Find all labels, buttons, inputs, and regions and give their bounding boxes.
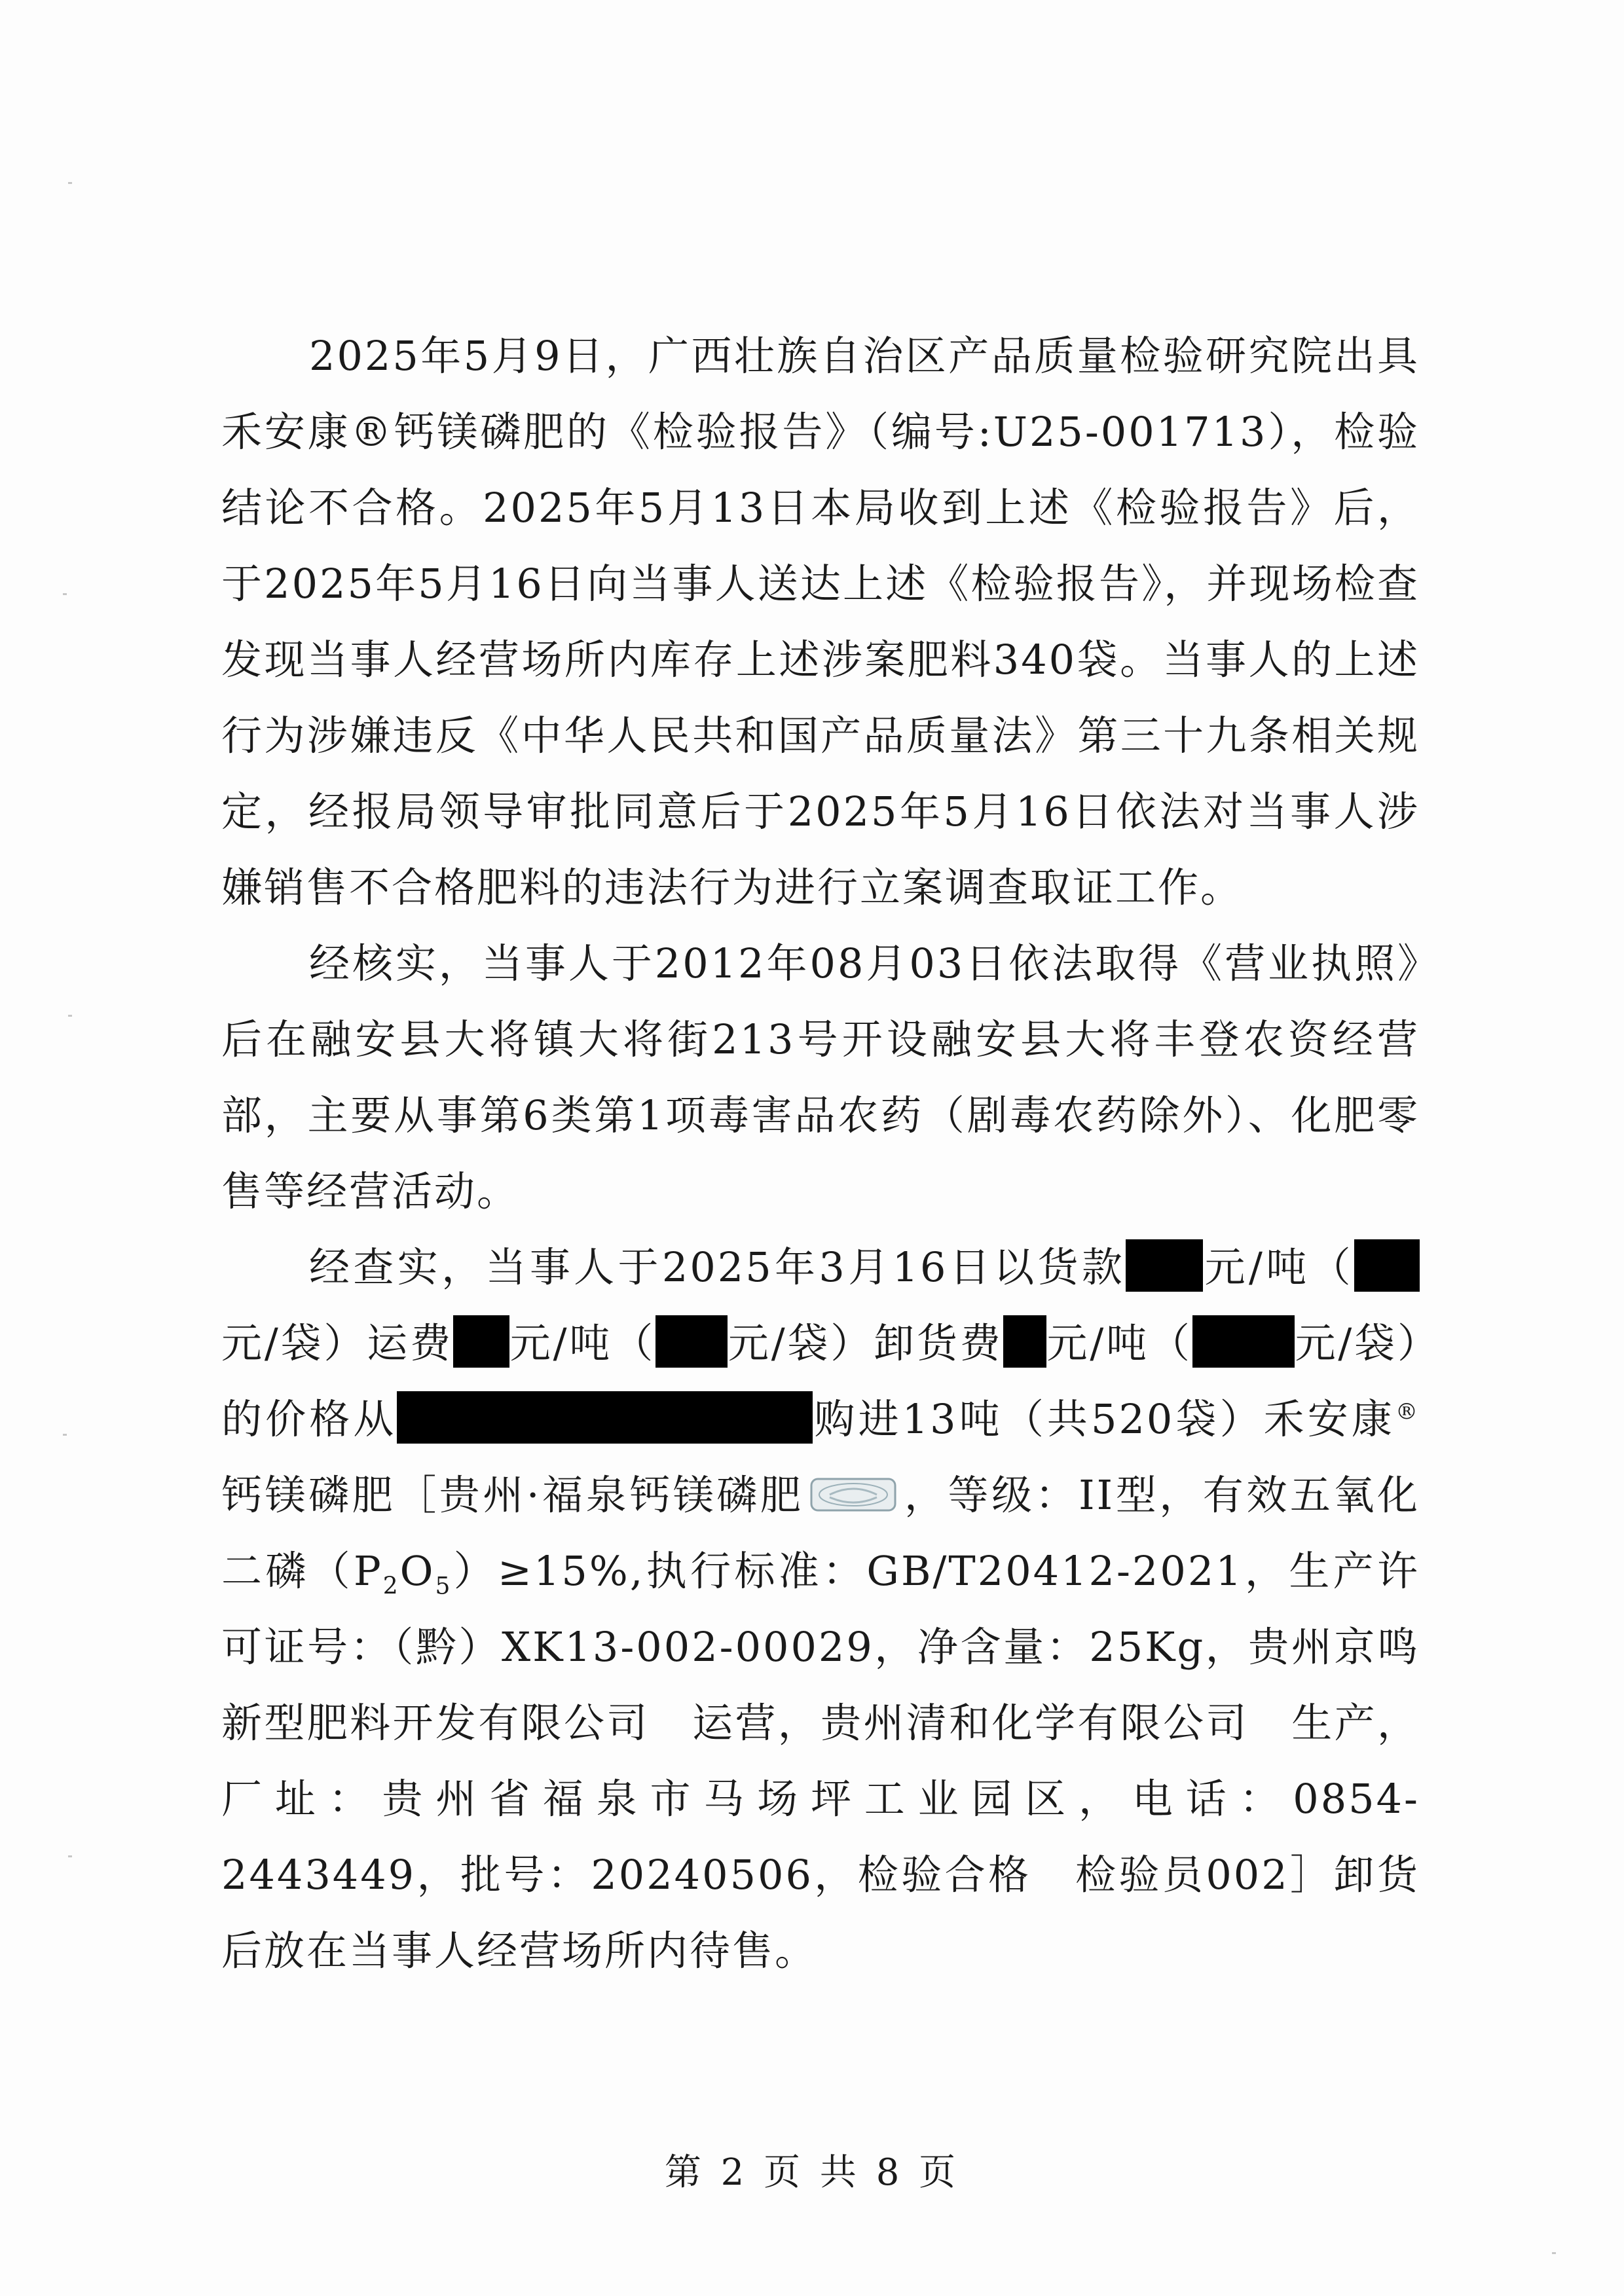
purchase-text: ，等级：II型，有效五氧化二磷（P xyxy=(221,1471,1420,1595)
purchase-text: 元/袋）卸货费 xyxy=(728,1319,1003,1367)
scan-speck xyxy=(1552,2252,1556,2254)
redaction-box xyxy=(655,1315,728,1368)
purchase-text: 元/吨（ xyxy=(1046,1319,1192,1367)
purchase-text: 购进13吨（共520袋）禾安康 xyxy=(813,1395,1395,1443)
redaction-box xyxy=(1003,1315,1046,1368)
scan-speck xyxy=(68,1855,72,1857)
redaction-box xyxy=(1192,1315,1295,1368)
redaction-box xyxy=(453,1315,509,1368)
paragraph-business-license: 经核实，当事人于2012年08月03日依法取得《营业执照》后在融安县大将镇大将街213号开设融安县大将丰登农资经营部，主要从事第6类第1项毒害品农药（剧毒农药除外）、化肥零售等经营活动。 xyxy=(221,939,1420,1215)
redaction-box xyxy=(397,1391,813,1444)
brand-logo-icon xyxy=(810,1475,896,1514)
purchase-text: 经查实，当事人于2025年3月16日以货款 xyxy=(309,1243,1126,1291)
scan-speck xyxy=(68,182,72,184)
registered-mark: ® xyxy=(1395,1398,1420,1425)
redaction-box xyxy=(1126,1239,1203,1292)
purchase-text: 元/吨（ xyxy=(509,1319,656,1367)
purchase-text: 元/吨（ xyxy=(1203,1243,1355,1291)
subscript: 2 xyxy=(382,1573,400,1600)
paragraph-purchase-facts xyxy=(221,1230,1420,1989)
purchase-text: 元/袋）运费 xyxy=(221,1319,453,1367)
redaction-box xyxy=(1354,1239,1420,1292)
purchase-text: ）≥15%,执行标准：GB/T20412-2021，生产许可证号：（黔）XK13-002-00029，净含量：25Kg，贵州京鸣新型肥料开发有限公司 运营，贵州清和化学有限公司 生产，厂址：贵州省福泉市马场坪工业园区，电话：0854-2443449，批号：20240506，检验合格 检验员002］卸货后放在当事人经营场所内待售。 xyxy=(221,1547,1420,1975)
scan-speck xyxy=(68,1015,72,1017)
purchase-text: 钙镁磷肥［贵州·福泉钙镁磷肥 xyxy=(221,1471,804,1519)
purchase-text: O xyxy=(399,1547,435,1595)
document-body xyxy=(221,318,1420,1989)
subscript: 5 xyxy=(435,1573,452,1600)
purchase-text: 元/袋）的价格从 xyxy=(221,1319,1420,1443)
scan-speck xyxy=(63,1434,67,1436)
paragraph-inspection-report: 2025年5月9日，广西壮族自治区产品质量检验研究院出具禾安康®钙镁磷肥的《检验报告》（编号:U25-001713），检验结论不合格。2025年5月13日本局收到上述《检验报告》后，于2025年5月16日向当事人送达上述《检验报告》，并现场检查发现当事人经营场所内库存上述涉案肥料340袋。当事人的上述行为涉嫌违反《中华人民共和国产品质量法》第三十九条相关规定，经报局领导审批同意后于2025年5月16日依法对当事人涉嫌销售不合格肥料的违法行为进行立案调查取证工作。 xyxy=(221,332,1420,911)
page-number: 第 2 页 共 8 页 xyxy=(664,2151,960,2194)
scan-speck xyxy=(63,593,67,595)
